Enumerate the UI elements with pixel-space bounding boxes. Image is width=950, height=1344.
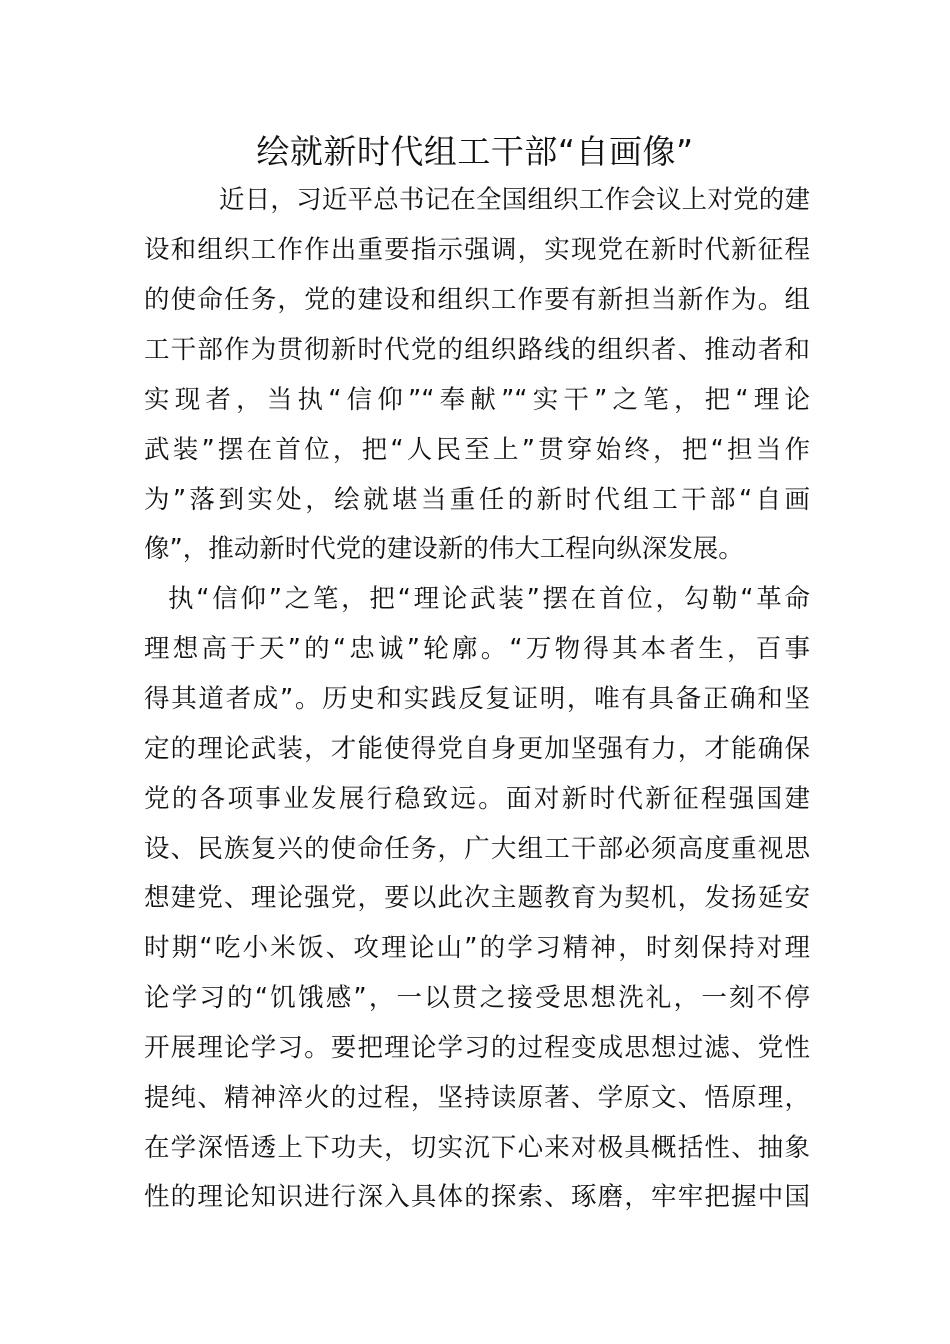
paragraph-1-line-4: 工干部作为贯彻新时代党的组织路线的组织者、推动者和 [144,335,810,365]
paragraph-2-line-5: 党的各项事业发展行稳致远。面对新时代新征程强国建 [144,784,810,814]
paragraph-2-line-3: 得其道者成”。历史和实践反复证明，唯有具备正确和坚 [144,684,810,714]
paragraph-1-line-6: 武装”摆在首位，把“人民至上”贯穿始终，把“担当作 [144,435,810,465]
paragraph-1-line-1: 近日，习近平总书记在全国组织工作会议上对党的建 [219,185,810,215]
paragraph-2-line-4: 定的理论武装，才能使得党自身更加坚强有力，才能确保 [144,734,810,764]
paragraph-2-line-9: 论学习的“饥饿感”，一以贯之接受思想洗礼，一刻不停 [144,983,810,1013]
paragraph-2-line-6: 设、民族复兴的使命任务，广大组工干部必须高度重视思 [144,834,810,864]
paragraph-2-line-10: 开展理论学习。要把理论学习的过程变成思想过滤、党性 [144,1033,810,1063]
paragraph-2-line-12: 在学深悟透上下功夫，切实沉下心来对极具概括性、抽象 [144,1133,810,1163]
paragraph-2-line-11: 提纯、精神淬火的过程，坚持读原著、学原文、悟原理， [144,1083,810,1113]
paragraph-2-line-8: 时期“吃小米饭、攻理论山”的学习精神，时刻保持对理 [144,933,810,963]
paragraph-1-line-3: 的使命任务，党的建设和组织工作要有新担当新作为。组 [144,285,810,315]
paragraph-2-line-7: 想建党、理论强党，要以此次主题教育为契机，发扬延安 [144,883,810,913]
paragraph-2-line-1: 执“信仰”之笔，把“理论武装”摆在首位，勾勒“革命 [168,584,810,614]
document-title: 绘就新时代组工干部“自画像” [256,132,694,171]
paragraph-1-line-2: 设和组织工作作出重要指示强调，实现党在新时代新征程 [144,235,810,265]
paragraph-1-line-5: 实现者，当执“信仰”“奉献”“实干”之笔，把“理论 [144,385,810,415]
paragraph-1-line-7: 为”落到实处，绘就堪当重任的新时代组工干部“自画 [144,485,810,515]
paragraph-2-line-2: 理想高于天”的“忠诚”轮廓。“万物得其本者生，百事 [144,634,810,664]
paragraph-2-line-13: 性的理论知识进行深入具体的探索、琢磨，牢牢把握中国 [144,1182,810,1212]
paragraph-1-line-8: 像”，推动新时代党的建设新的伟大工程向纵深发展。 [144,534,744,564]
